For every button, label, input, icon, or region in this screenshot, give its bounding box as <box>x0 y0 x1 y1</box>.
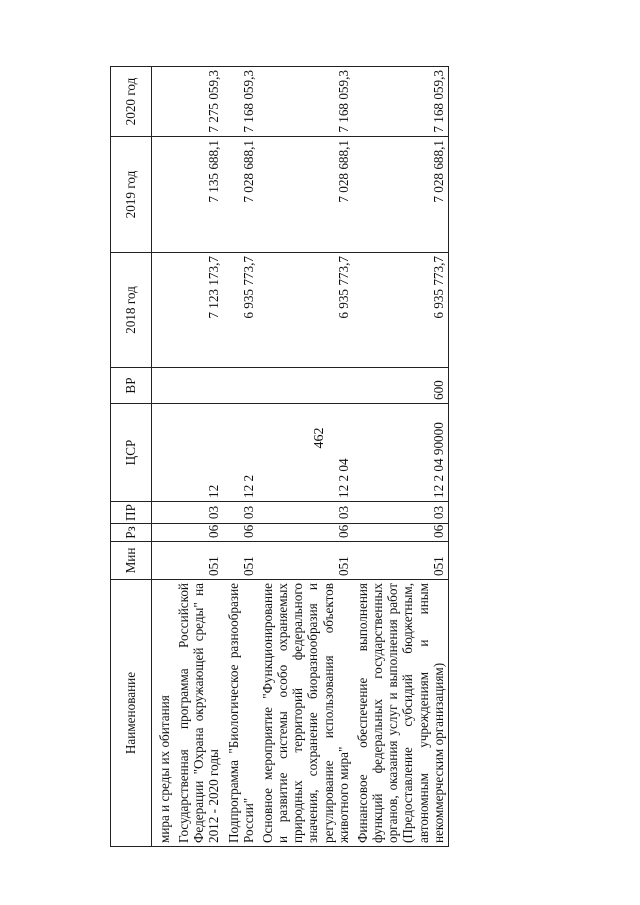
row-csr <box>152 404 175 502</box>
row-min: 051 <box>258 542 353 580</box>
row-min: 051 <box>174 542 224 580</box>
row-name: мира и среды их обитания <box>152 580 175 847</box>
row-2018: 6 935 773,7 <box>224 253 258 368</box>
row-rz <box>152 524 175 542</box>
row-2019: 7 028 688,1 <box>224 137 258 253</box>
header-vr: ВР <box>111 368 152 404</box>
header-2020: 2020 год <box>111 67 152 137</box>
table-row <box>174 67 224 847</box>
row-vr: 600 <box>353 368 449 404</box>
row-csr: 12 2 04 <box>258 404 353 502</box>
header-rz: Рз <box>111 524 152 542</box>
row-rz: 06 <box>353 524 449 542</box>
row-csr: 12 2 <box>224 404 258 502</box>
table-row <box>353 67 449 847</box>
row-vr <box>174 368 224 404</box>
row-2020: 7 168 059,3 <box>353 67 449 137</box>
row-2019: 7 028 688,1 <box>258 137 353 253</box>
table-row <box>152 67 175 847</box>
row-2020: 7 168 059,3 <box>224 67 258 137</box>
header-min: Мин <box>111 542 152 580</box>
table-row <box>224 67 258 847</box>
row-2020 <box>152 67 175 137</box>
row-2018 <box>152 253 175 368</box>
row-pr: 03 <box>353 502 449 524</box>
row-2018: 6 935 773,7 <box>353 253 449 368</box>
row-2018: 6 935 773,7 <box>258 253 353 368</box>
header-2018: 2018 год <box>111 253 152 368</box>
row-2019: 7 028 688,1 <box>353 137 449 253</box>
table-header-row <box>111 67 152 847</box>
row-rz: 06 <box>174 524 224 542</box>
row-2020: 7 168 059,3 <box>258 67 353 137</box>
row-name: Основное мероприятие "Функционирование и развитие системы особо охраняемых природных территорий федерального значения, сохранение биоразнообразия и регулирование использования объектов животного мира" <box>258 580 353 847</box>
row-min: 051 <box>353 542 449 580</box>
header-csr: ЦСР <box>111 404 152 502</box>
row-2020: 7 275 059,3 <box>174 67 224 137</box>
row-vr <box>258 368 353 404</box>
header-2019: 2019 год <box>111 137 152 253</box>
page-number: 462 <box>312 427 327 449</box>
row-rz: 06 <box>224 524 258 542</box>
row-min: 051 <box>224 542 258 580</box>
row-2019: 7 135 688,1 <box>174 137 224 253</box>
row-rz: 06 <box>258 524 353 542</box>
row-name: Финансовое обеспечение выполнения функций федеральных государственных органов, оказания услуг и выполнения работ (Предоставление субсидий бюджетным, автономным учреждениям и иным некоммерческим организациям) <box>353 580 449 847</box>
row-min <box>152 542 175 580</box>
row-name: Государственная программа Российской Федерации "Охрана окружающей среды" на 2012 - 2020 годы <box>174 580 224 847</box>
row-2019 <box>152 137 175 253</box>
row-pr: 03 <box>258 502 353 524</box>
row-name: Подпрограмма "Биологическое разнообразие России" <box>224 580 258 847</box>
row-pr: 03 <box>174 502 224 524</box>
row-2018: 7 123 173,7 <box>174 253 224 368</box>
budget-table <box>110 66 449 847</box>
rotated-page-content <box>110 67 610 847</box>
header-name: Наименование <box>111 580 152 847</box>
row-pr: 03 <box>224 502 258 524</box>
row-csr: 12 <box>174 404 224 502</box>
row-pr <box>152 502 175 524</box>
row-vr <box>152 368 175 404</box>
row-csr: 12 2 04 90000 <box>353 404 449 502</box>
row-vr <box>224 368 258 404</box>
header-pr: ПР <box>111 502 152 524</box>
table-row <box>258 67 353 847</box>
